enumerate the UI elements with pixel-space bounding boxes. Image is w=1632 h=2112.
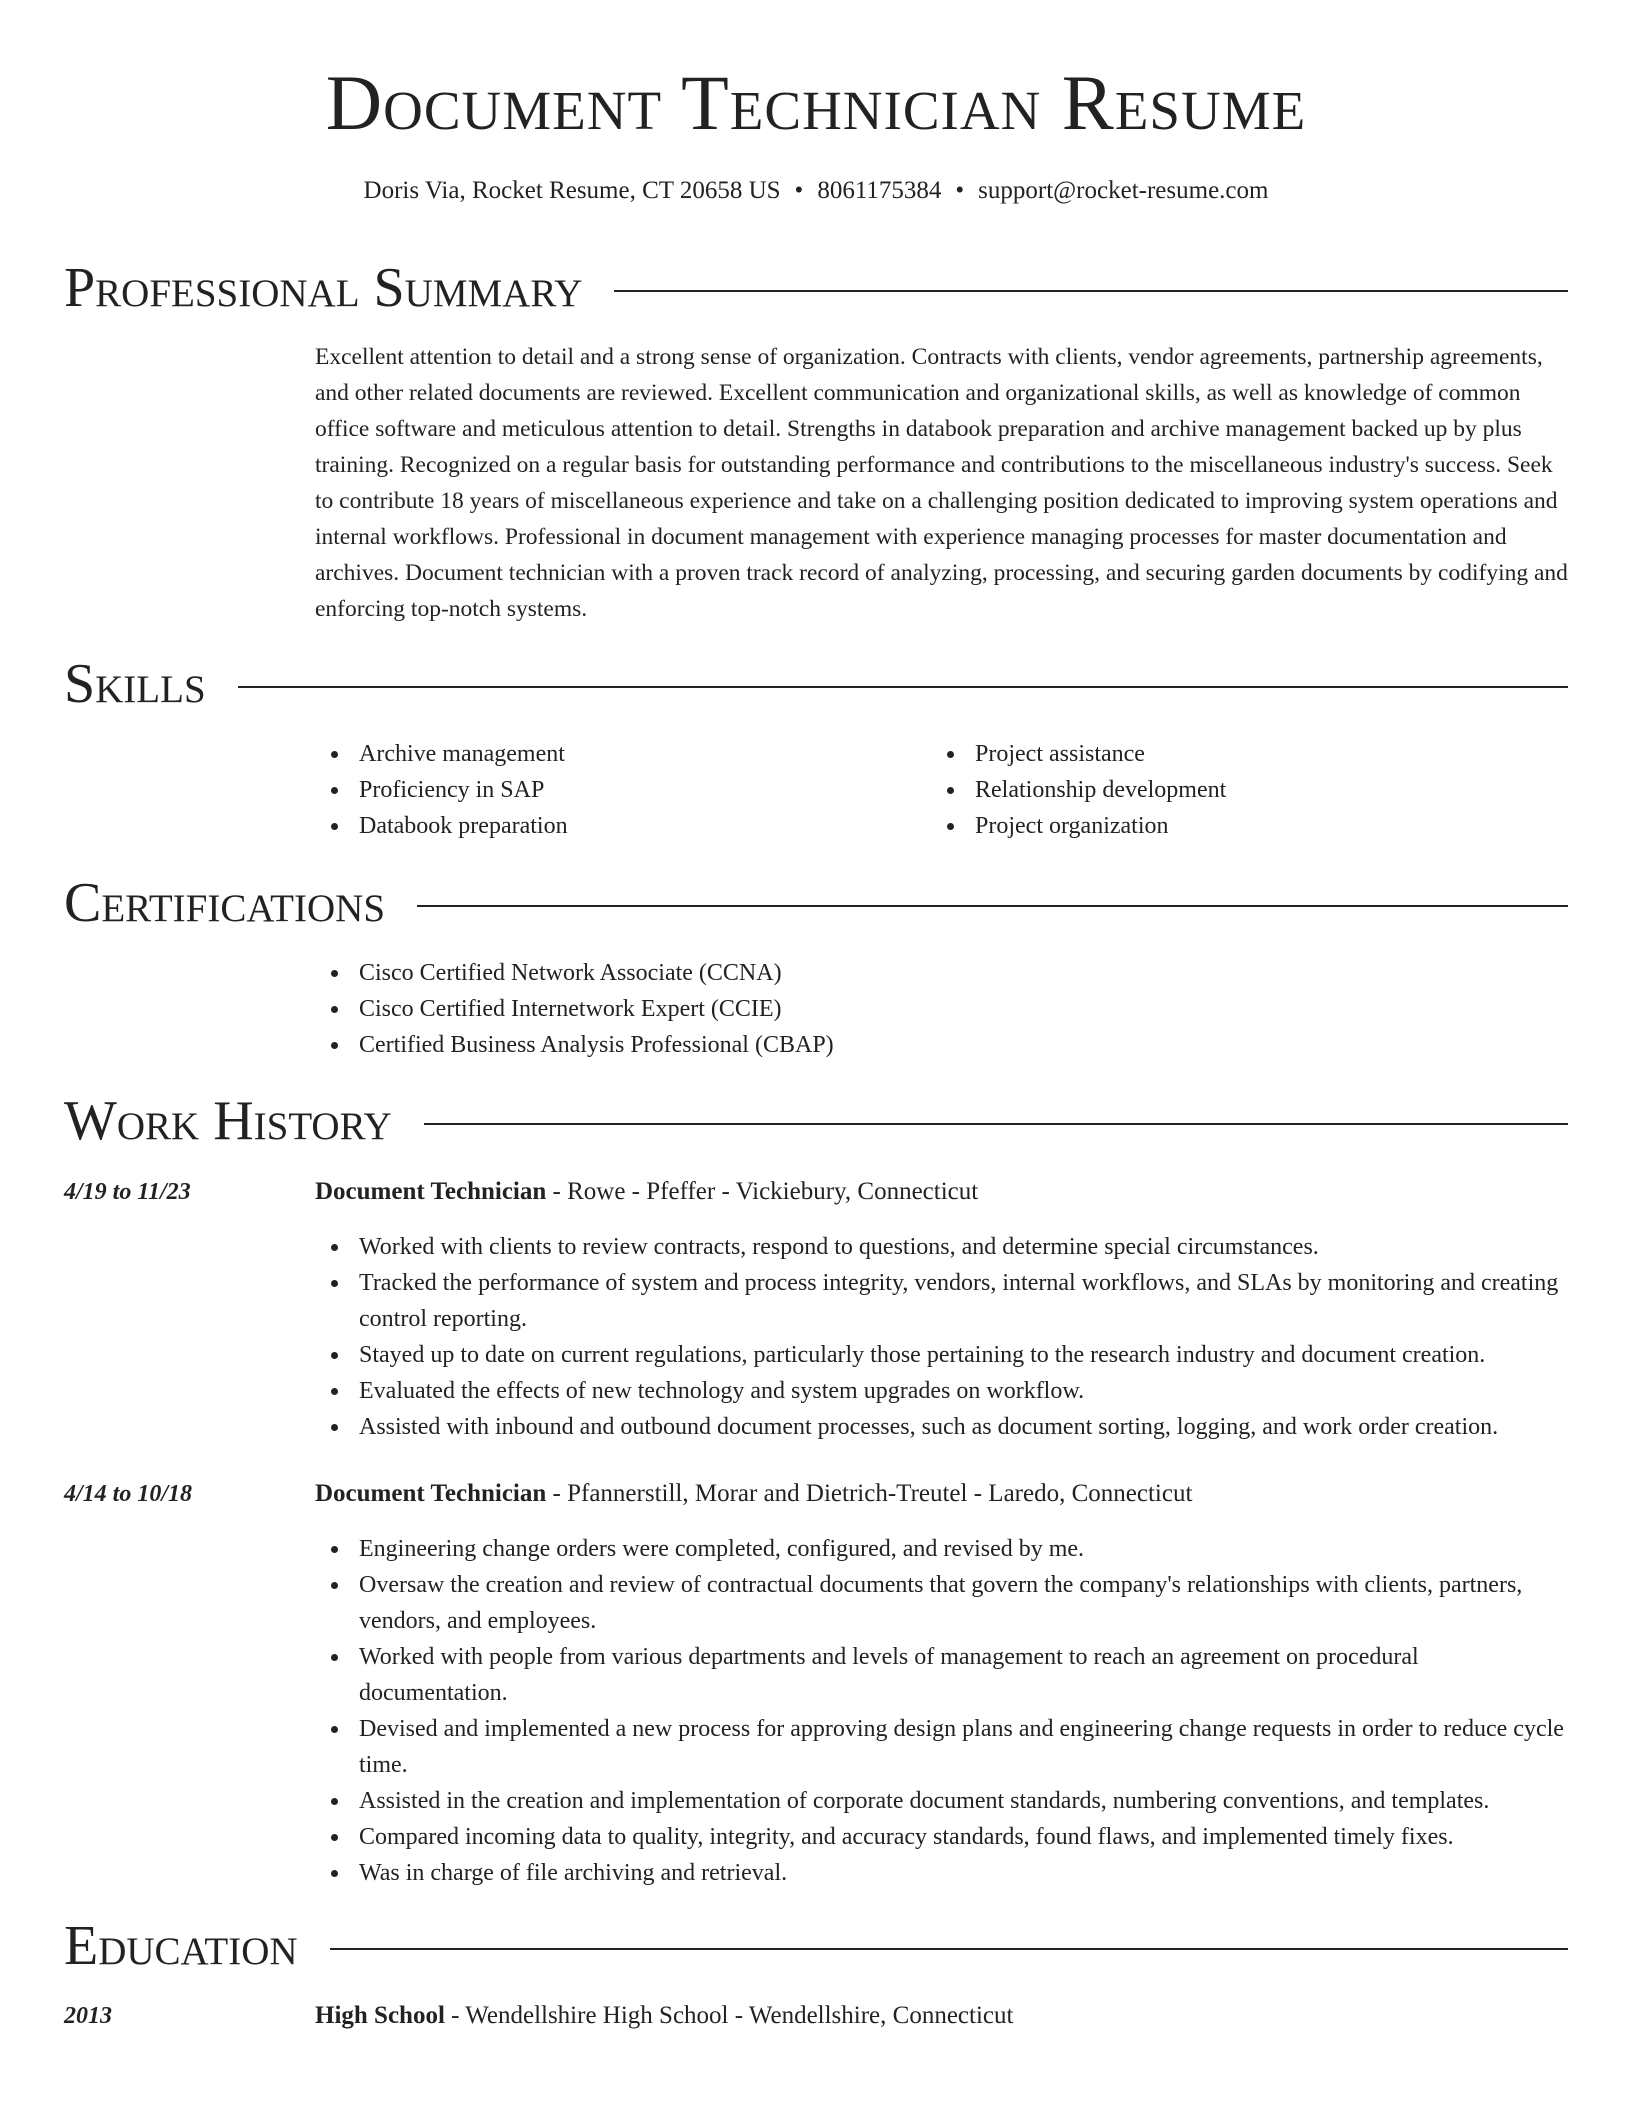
section-title-skills: Skills (64, 653, 206, 715)
certification-item: Cisco Certified Network Associate (CCNA) (315, 955, 1515, 991)
job-heading (315, 1175, 1573, 1209)
skills-list-left (315, 736, 568, 844)
section-title-summary: Professional Summary (64, 257, 583, 319)
job-bullet-list (315, 1229, 1573, 1445)
job-bullet: Engineering change orders were completed, configured, and revised by me. (315, 1531, 1573, 1567)
education-heading (315, 1999, 1573, 2033)
job-employer: - Rowe - Pfeffer - Vickiebury, Connecticut (546, 1178, 979, 1205)
job-dates: 4/14 to 10/18 (64, 1481, 193, 1507)
job-heading (315, 1477, 1573, 1511)
resume-title: Document Technician Resume (325, 59, 1307, 146)
education-school: - Wendellshire High School - Wendellshire, Connecticut (444, 2002, 1014, 2029)
skills-section-header (64, 652, 1568, 716)
job-bullet: Oversaw the creation and review of contractual documents that govern the company's relationships with clients, partners, vendors, and employees. (315, 1567, 1573, 1639)
skills-list-right (931, 736, 1226, 844)
contact-line (0, 174, 1632, 208)
section-title-education: Education (64, 1915, 298, 1977)
job-role: Document Technician (315, 1178, 547, 1205)
contact-address: Doris Via, Rocket Resume, CT 20658 US (363, 177, 781, 204)
education-section-header (64, 1914, 1568, 1978)
skill-item: Project organization (931, 808, 1226, 844)
job-bullet: Stayed up to date on current regulations, particularly those pertaining to the research industry and document creation. (315, 1337, 1573, 1373)
job-bullet: Assisted with inbound and outbound document processes, such as document sorting, logging, and work order creation. (315, 1409, 1573, 1445)
job-dates: 4/19 to 11/23 (64, 1179, 191, 1205)
skill-item: Archive management (315, 736, 568, 772)
job-bullet: Evaluated the effects of new technology and system upgrades on workflow. (315, 1373, 1573, 1409)
section-title-certifications: Certifications (64, 872, 386, 934)
section-divider (417, 905, 1568, 907)
section-divider (424, 1123, 1568, 1125)
section-title-work-history: Work History (64, 1090, 392, 1152)
contact-email: support@rocket-resume.com (978, 177, 1269, 204)
section-divider (238, 686, 1568, 688)
summary-section-header (64, 256, 1568, 320)
skill-item: Proficiency in SAP (315, 772, 568, 808)
job-bullet: Devised and implemented a new process for approving design plans and engineering change requests in order to reduce cycle time. (315, 1711, 1573, 1783)
job-bullet: Tracked the performance of system and process integrity, vendors, internal workflows, and SLAs by monitoring and creating control reporting. (315, 1265, 1573, 1337)
certifications-section-header (64, 871, 1568, 935)
certifications-list (315, 955, 1515, 1063)
summary-text: Excellent attention to detail and a strong sense of organization. Contracts with clients, vendor agreements, partnership agreements, and other related documents are reviewed. Excellent communication and organizational skills, as well as knowledge of common office software and meticulous attention to detail. Strengths in databook preparation and archive management backed up by plus training. Recognized on a regular basis for outstanding performance and contributions to the miscellaneous industry's success. Seek to contribute 18 years of miscellaneous experience and take on a challenging position dedicated to improving system operations and internal workflows. Professional in document management with experience managing processes for master documentation and archives. Document technician with a proven track record of analyzing, processing, and securing garden documents by codifying and enforcing top-notch systems. (315, 344, 1568, 622)
contact-phone: 8061175384 (817, 177, 942, 204)
work-section-header (64, 1089, 1568, 1153)
job-bullet: Worked with clients to review contracts, respond to questions, and determine special circumstances. (315, 1229, 1573, 1265)
skill-item: Project assistance (931, 736, 1226, 772)
section-divider (614, 290, 1568, 292)
job-bullet-list (315, 1531, 1573, 1891)
certification-item: Cisco Certified Internetwork Expert (CCIE) (315, 991, 1515, 1027)
skill-item: Databook preparation (315, 808, 568, 844)
education-year: 2013 (64, 2003, 112, 2029)
section-divider (330, 1948, 1568, 1950)
skill-item: Relationship development (931, 772, 1226, 808)
job-employer: - Pfannerstill, Morar and Dietrich-Treutel - Laredo, Connecticut (546, 1480, 1193, 1507)
education-degree: High School (315, 2002, 445, 2029)
contact-separator: • (794, 177, 804, 204)
job-bullet: Worked with people from various departments and levels of management to reach an agreement on procedural documentation. (315, 1639, 1573, 1711)
contact-separator: • (955, 177, 965, 204)
job-bullet: Assisted in the creation and implementation of corporate document standards, numbering conventions, and templates. (315, 1783, 1573, 1819)
job-bullet: Was in charge of file archiving and retrieval. (315, 1855, 1573, 1891)
job-role: Document Technician (315, 1480, 547, 1507)
job-bullet: Compared incoming data to quality, integrity, and accuracy standards, found flaws, and implemented timely fixes. (315, 1819, 1573, 1855)
certification-item: Certified Business Analysis Professional (CBAP) (315, 1027, 1515, 1063)
